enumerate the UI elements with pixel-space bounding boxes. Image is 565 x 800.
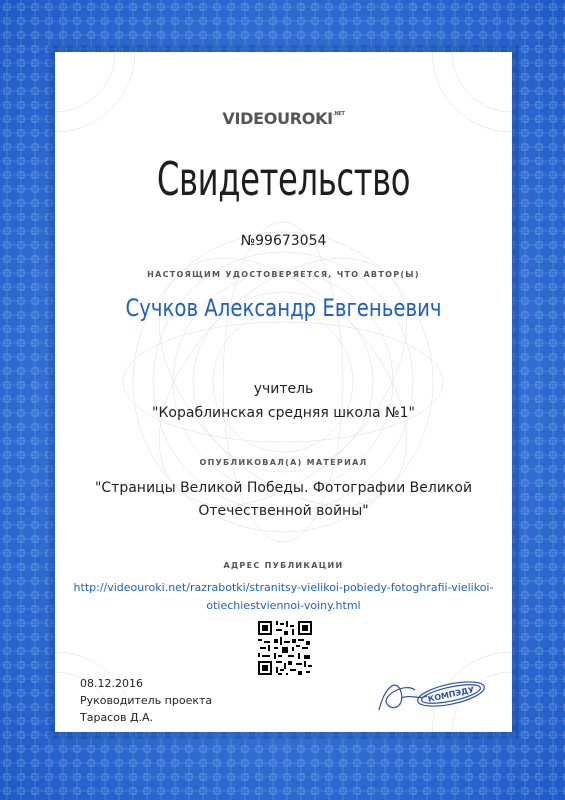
address-caption: АДРЕС ПУБЛИКАЦИИ <box>223 561 344 570</box>
author-school: "Кораблинская средняя школа №1" <box>152 405 415 421</box>
signature-block <box>80 675 212 726</box>
logo-domain: .NET <box>332 111 345 117</box>
signer-name: Тарасов Д.А. <box>80 711 154 724</box>
publication-url-line1[interactable]: http://videouroki.net/razrabotki/stranitsy-vielikoi-pobiedy-fotoghrafii-vielikoi- <box>73 581 494 594</box>
publication-url-line2[interactable]: otiechiestviennoi-voiny.html <box>206 599 361 612</box>
certificate-sheet <box>55 52 512 732</box>
certify-caption: НАСТОЯЩИМ УДОСТОВЕРЯЕТСЯ, ЧТО АВТОР(Ы) <box>147 270 420 279</box>
signer-role: Руководитель проекта <box>80 694 213 707</box>
qr-code <box>256 619 314 677</box>
author-name: Сучков Александр Евгеньевич <box>125 294 442 322</box>
videouroki-logo <box>55 109 512 128</box>
logo-text: VIDEOUROKI <box>222 109 333 128</box>
stamp-text: КОМПЭДУ <box>427 685 476 704</box>
signature-stamp <box>371 668 491 718</box>
material-title-line2: Отечественной войны" <box>198 503 369 519</box>
certificate-number: №99673054 <box>240 233 327 249</box>
published-caption: ОПУБЛИКОВАЛ(А) МАТЕРИАЛ <box>199 458 368 467</box>
author-position: учитель <box>253 381 314 397</box>
material-title-line1: "Страницы Великой Победы. Фотографии Великой <box>94 480 473 496</box>
issue-date: 08.12.2016 <box>80 677 143 690</box>
page-title: Свидетельство <box>156 152 411 206</box>
